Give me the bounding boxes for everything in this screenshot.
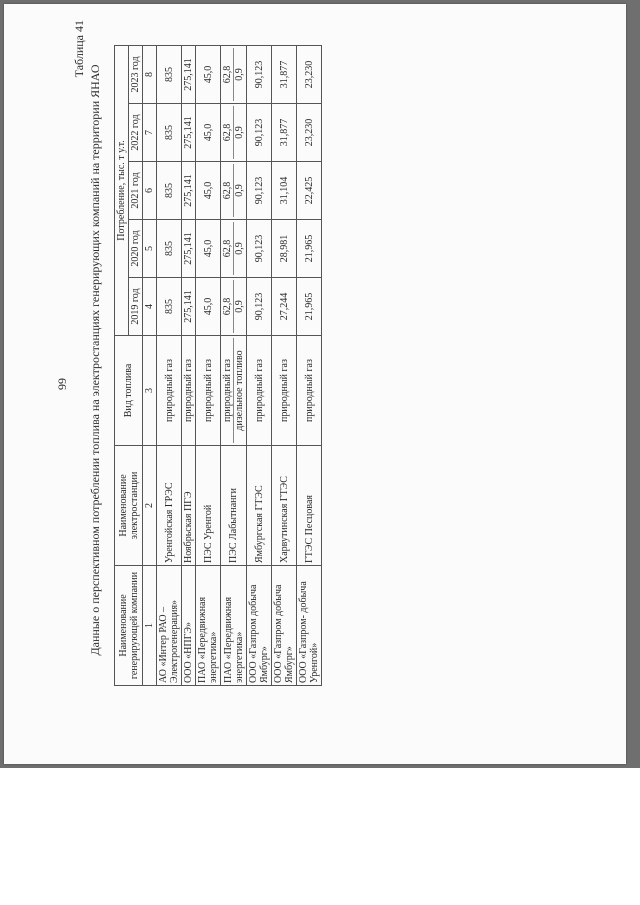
index-cell: 6 (143, 162, 157, 220)
fuel-cell: природный газ (196, 336, 221, 446)
table-row (247, 45, 272, 685)
index-cell: 3 (143, 336, 157, 446)
value-primary: 62,8 (222, 65, 233, 84)
value-cell: 835 (157, 220, 182, 278)
station-cell: Харвутинская ГТЭС (272, 446, 297, 566)
fuel-cell: природный газ (182, 336, 196, 446)
header-company: Наименование генерирующей компании (115, 566, 143, 686)
value-cell: 31,877 (272, 45, 297, 103)
index-cell: 7 (143, 104, 157, 162)
value-cell: 90,123 (247, 45, 272, 103)
value-cell: 835 (157, 278, 182, 336)
company-cell: ООО «Газпром добыча Ямбург» (247, 566, 272, 686)
value-cell: 275,141 (182, 104, 196, 162)
fuel-consumption-table (114, 45, 322, 686)
table-row (196, 45, 221, 685)
value-cell: 31,104 (272, 162, 297, 220)
blank-area (0, 768, 640, 905)
value-cell: 45,0 (196, 220, 221, 278)
value-cell (221, 278, 247, 336)
header-fuel: Вид топлива (115, 336, 143, 446)
value-cell (221, 220, 247, 278)
value-cell: 90,123 (247, 278, 272, 336)
index-row (143, 45, 157, 685)
fuel-cell: природный газ (297, 336, 322, 446)
index-cell: 5 (143, 220, 157, 278)
value-secondary: 0,9 (233, 222, 245, 275)
value-cell (221, 45, 247, 103)
header-year: 2020 год (129, 220, 143, 278)
fuel-cell: природный газ (157, 336, 182, 446)
table-row (157, 45, 182, 685)
value-primary: 62,8 (222, 181, 233, 200)
value-cell: 21,965 (297, 278, 322, 336)
station-cell: ПЭС Уренгой (196, 446, 221, 566)
table-row (221, 45, 247, 685)
value-primary: 62,8 (222, 123, 233, 142)
value-primary: 62,8 (222, 297, 233, 316)
header-year: 2022 год (129, 104, 143, 162)
value-cell: 90,123 (247, 162, 272, 220)
company-cell: ПАО «Передвижная энергетика» (196, 566, 221, 686)
value-cell (221, 104, 247, 162)
value-cell: 90,123 (247, 104, 272, 162)
rotated-content (52, 20, 572, 700)
index-cell: 4 (143, 278, 157, 336)
fuel-cell: природный газ (272, 336, 297, 446)
document-page (4, 4, 626, 764)
station-cell: Уренгойская ГРЭС (157, 446, 182, 566)
header-row (115, 45, 129, 685)
fuel-cell (221, 336, 247, 446)
company-cell: ООО «НПГЭ» (182, 566, 196, 686)
company-cell: ООО «Газпром- добыча Уренгой» (297, 566, 322, 686)
value-secondary: 0,9 (233, 106, 245, 159)
page-number: 99 (55, 378, 69, 390)
value-cell: 275,141 (182, 278, 196, 336)
header-consumption: Потребление, тыс. т у.т. (115, 45, 129, 335)
value-cell: 22,425 (297, 162, 322, 220)
value-cell: 27,244 (272, 278, 297, 336)
value-cell: 835 (157, 104, 182, 162)
table-number: Таблица 41 (72, 20, 86, 78)
fuel-cell: природный газ (247, 336, 272, 446)
value-cell: 90,123 (247, 220, 272, 278)
value-secondary: 0,9 (233, 280, 245, 333)
value-primary: 62,8 (222, 239, 233, 258)
company-cell: ООО «Газпром добыча Ямбург» (272, 566, 297, 686)
table-row (182, 45, 196, 685)
index-cell: 2 (143, 446, 157, 566)
value-cell: 45,0 (196, 278, 221, 336)
fuel-secondary: дизельное топливо (233, 338, 245, 443)
station-cell: ПЭС Лабытнанги (221, 446, 247, 566)
value-cell (221, 162, 247, 220)
table-caption: Данные о перспективном потреблении топлива на электростанциях генерирующих компаний на территории ЯНАО (88, 64, 102, 656)
value-cell: 21,965 (297, 220, 322, 278)
value-cell: 275,141 (182, 220, 196, 278)
value-cell: 275,141 (182, 45, 196, 103)
index-cell: 8 (143, 45, 157, 103)
value-cell: 275,141 (182, 162, 196, 220)
value-secondary: 0,9 (233, 164, 245, 217)
station-cell: Ноябрьская ПГЭ (182, 446, 196, 566)
fuel-primary: природный газ (222, 359, 233, 422)
value-cell: 835 (157, 162, 182, 220)
value-cell: 45,0 (196, 104, 221, 162)
value-cell: 835 (157, 45, 182, 103)
station-cell: ГТЭС Песцовая (297, 446, 322, 566)
table-row (272, 45, 297, 685)
value-cell: 45,0 (196, 162, 221, 220)
value-cell: 28,981 (272, 220, 297, 278)
station-cell: Ямбургская ГТЭС (247, 446, 272, 566)
header-year: 2019 год (129, 278, 143, 336)
header-year: 2023 год (129, 45, 143, 103)
table-row (297, 45, 322, 685)
header-station: Наименование электростанции (115, 446, 143, 566)
value-cell: 23,230 (297, 104, 322, 162)
company-cell: АО «Интер РАО – Электрогенерация» (157, 566, 182, 686)
value-secondary: 0,9 (233, 48, 245, 101)
value-cell: 45,0 (196, 45, 221, 103)
value-cell: 31,877 (272, 104, 297, 162)
header-year: 2021 год (129, 162, 143, 220)
value-cell: 23,230 (297, 45, 322, 103)
company-cell: ПАО «Передвижная энергетика» (221, 566, 247, 686)
index-cell: 1 (143, 566, 157, 686)
